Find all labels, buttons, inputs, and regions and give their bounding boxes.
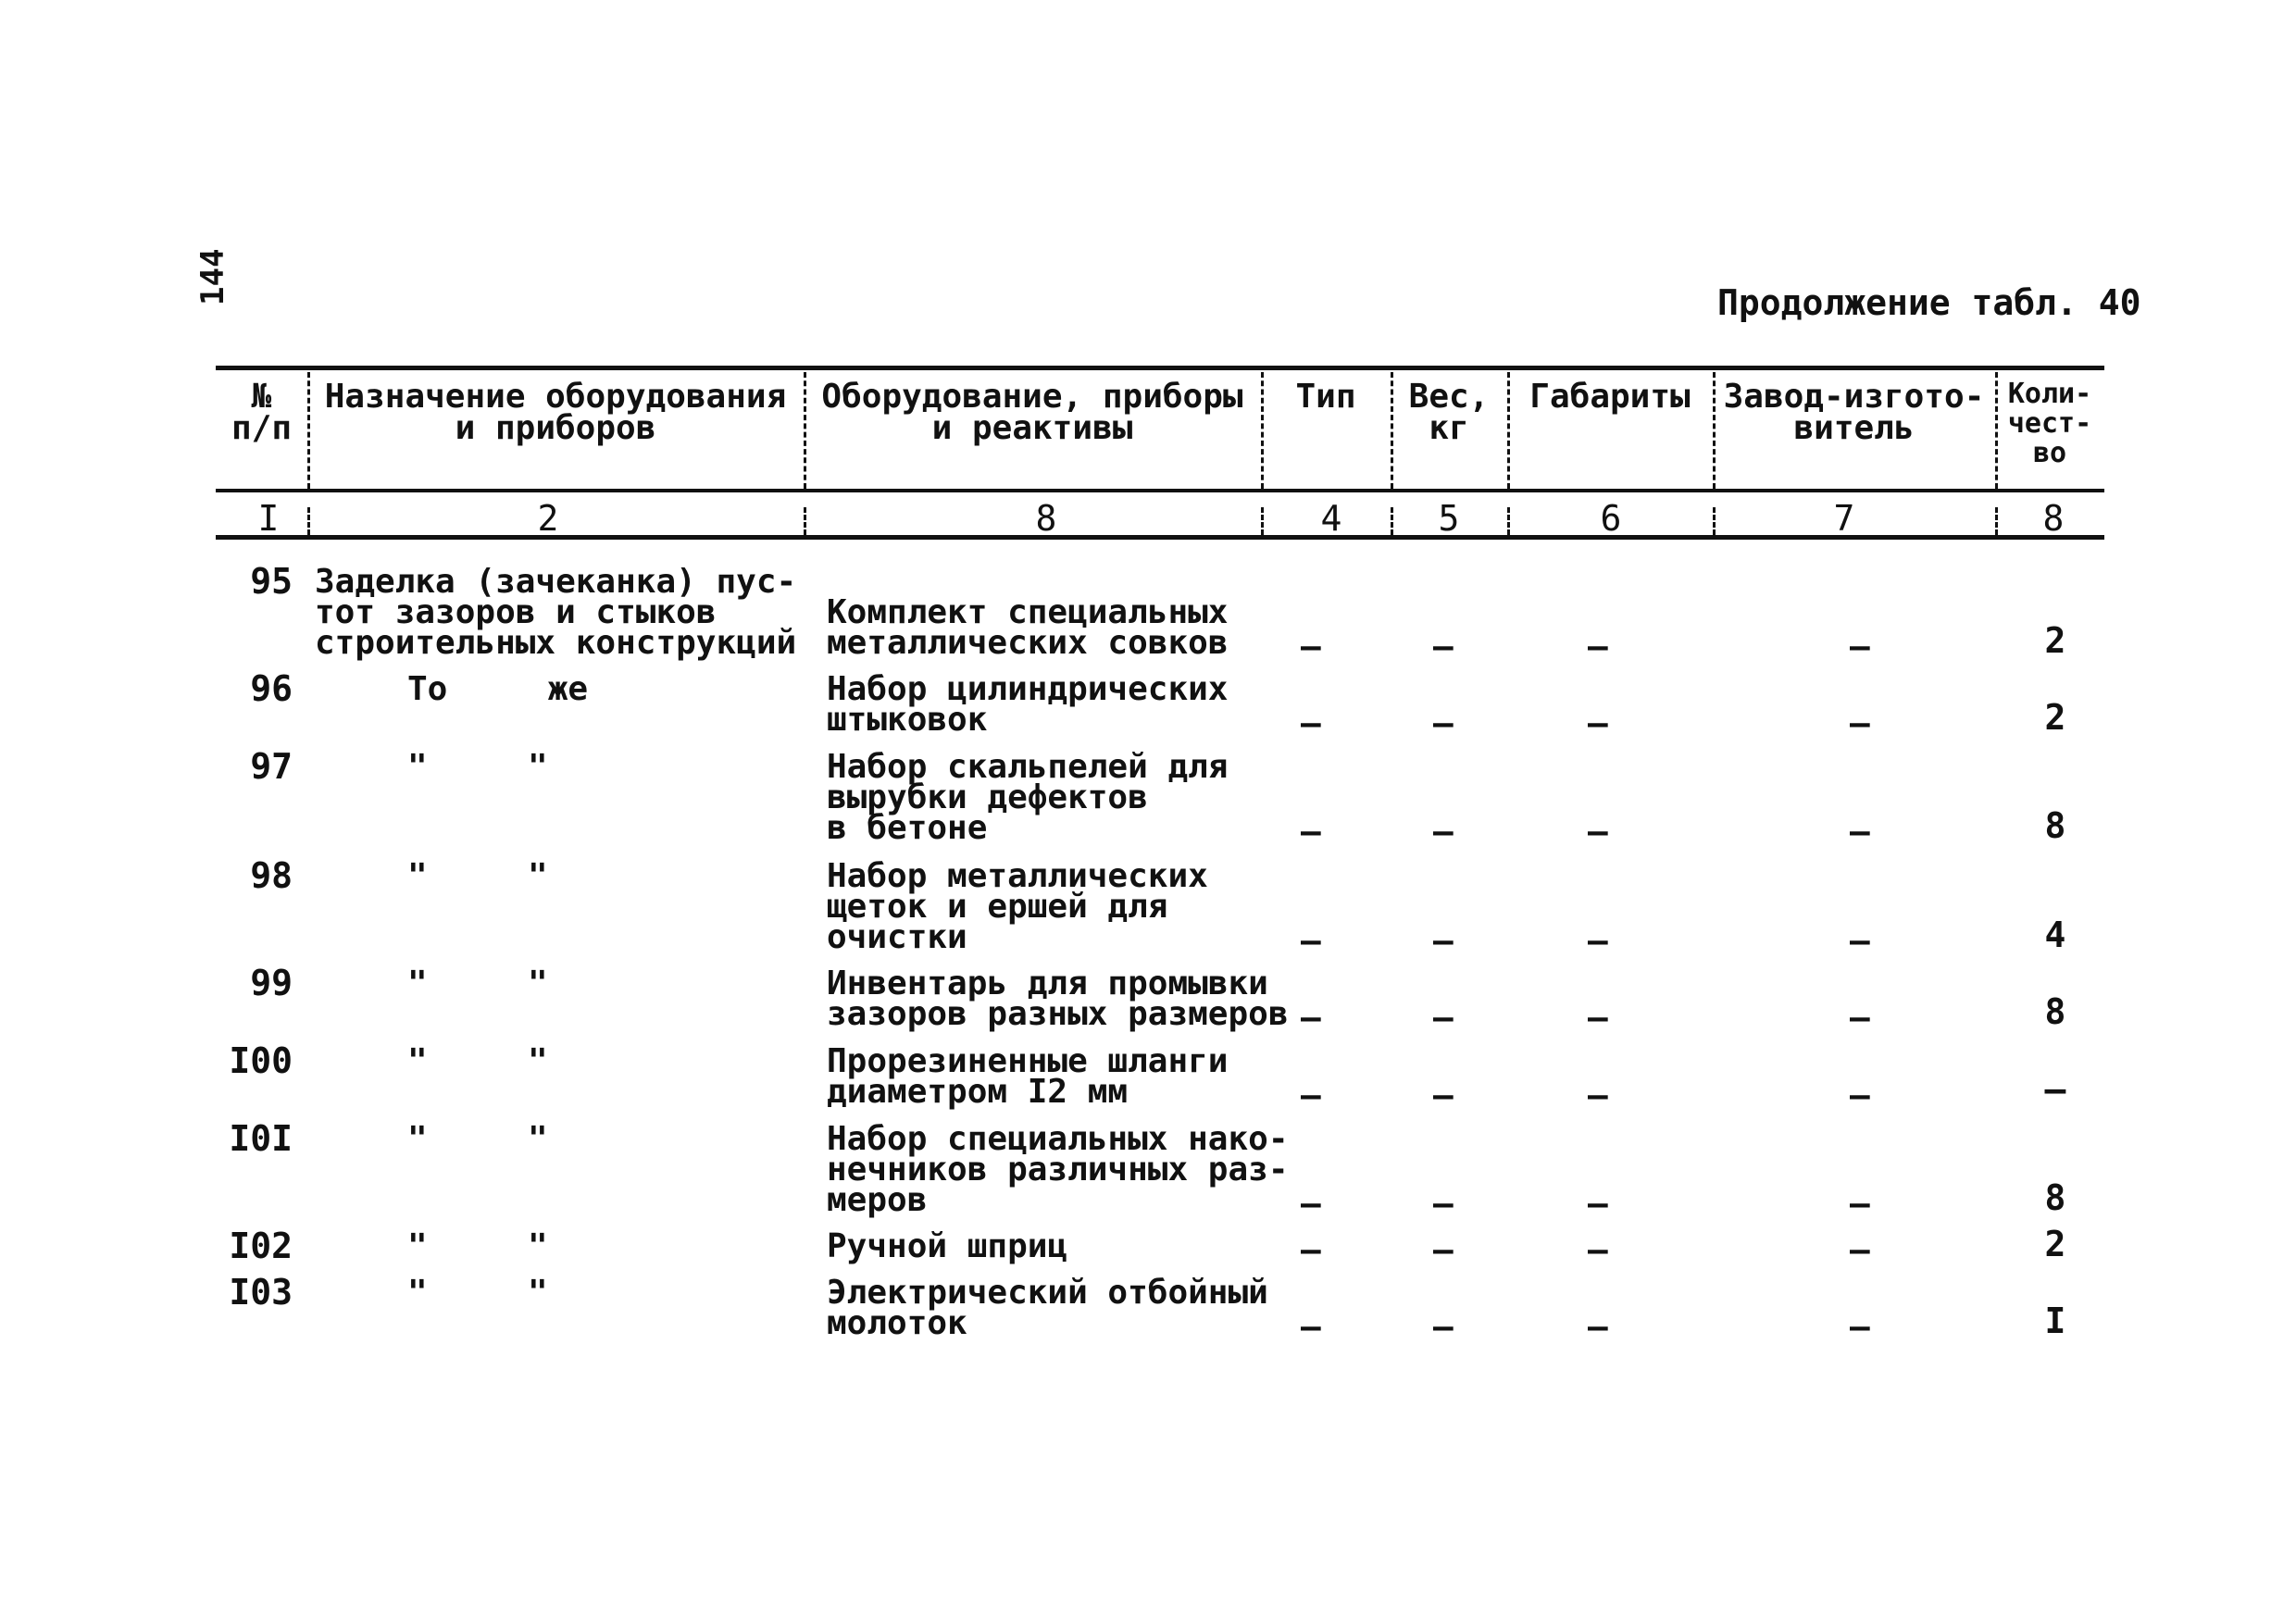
quantity-cell: 2 [2044, 620, 2066, 661]
quantity-cell: I [2044, 1301, 2066, 1341]
column-separator [1261, 507, 1264, 535]
weight-cell: – [1433, 999, 1454, 1037]
weight-cell: – [1433, 813, 1454, 851]
weight-cell: – [1433, 1077, 1454, 1114]
row-number: 98 [250, 855, 293, 896]
weight-cell: – [1433, 1231, 1454, 1269]
type-cell: – [1301, 1308, 1321, 1346]
row-number: I02 [229, 1226, 293, 1266]
purpose-cell: " " [407, 1042, 548, 1080]
column-separator [1507, 507, 1510, 535]
weight-cell: – [1433, 628, 1454, 666]
column-number: 8 [2042, 498, 2065, 539]
purpose-cell: " " [407, 1227, 548, 1265]
equipment-cell: Комплект специальных металлических совков [827, 593, 1229, 662]
row-number: I0I [229, 1118, 293, 1159]
header-bottom-rule [216, 489, 2104, 492]
weight-cell: – [1433, 1308, 1454, 1346]
purpose-cell: " " [407, 1120, 548, 1158]
row-number: 99 [250, 963, 293, 1003]
equipment-cell: Набор металлических щеток и ершей для очистки [827, 857, 1208, 956]
header-cell: Назначение оборудования и приборов [324, 378, 787, 447]
maker-cell: – [1850, 1077, 1870, 1114]
maker-cell: – [1850, 922, 1870, 960]
maker-cell: – [1850, 1308, 1870, 1346]
maker-cell: – [1850, 704, 1870, 742]
quantity-cell: – [2044, 1069, 2066, 1110]
purpose-cell: " " [407, 965, 548, 1002]
dims-cell: – [1588, 704, 1608, 742]
column-separator [1995, 507, 1998, 535]
quantity-cell: 8 [2044, 991, 2066, 1032]
quantity-cell: 8 [2044, 805, 2066, 846]
equipment-cell: Набор скальпелей для вырубки дефектов в бетоне [827, 748, 1229, 847]
header-cell: № п/п [231, 378, 293, 447]
column-number: 7 [1833, 498, 1855, 539]
table-top-rule [216, 366, 2104, 370]
dims-cell: – [1588, 1308, 1608, 1346]
row-number: 95 [250, 561, 293, 602]
column-number: 5 [1438, 498, 1460, 539]
column-separator [307, 507, 310, 535]
dims-cell: – [1588, 1185, 1608, 1223]
type-cell: – [1301, 1185, 1321, 1223]
header-cell: Завод-изгото- витель [1723, 378, 1985, 447]
row-number: 96 [250, 668, 293, 709]
header-cell: Оборудование, приборы и реактивы [821, 378, 1243, 447]
dims-cell: – [1588, 1231, 1608, 1269]
column-number: 2 [537, 498, 559, 539]
purpose-cell: " " [407, 748, 548, 786]
maker-cell: – [1850, 1231, 1870, 1269]
type-cell: – [1301, 628, 1321, 666]
maker-cell: – [1850, 628, 1870, 666]
row-number: 97 [250, 746, 293, 787]
maker-cell: – [1850, 1185, 1870, 1223]
equipment-cell: Прорезиненные шланги диаметром I2 мм [827, 1042, 1229, 1111]
dims-cell: – [1588, 628, 1608, 666]
header-cell: Коли- чест- во [2007, 378, 2092, 469]
row-number: I03 [229, 1272, 293, 1313]
equipment-cell: Набор специальных нако- нечников различных раз- меров [827, 1120, 1289, 1219]
row-number: I00 [229, 1040, 293, 1081]
column-separator [1713, 507, 1716, 535]
column-number: I [257, 498, 280, 539]
table-caption: Продолжение табл. 40 [1717, 282, 2141, 323]
page-number: 144 [194, 248, 231, 305]
weight-cell: – [1433, 1185, 1454, 1223]
column-separator [1391, 507, 1393, 535]
weight-cell: – [1433, 922, 1454, 960]
dims-cell: – [1588, 813, 1608, 851]
column-number: 8 [1035, 498, 1057, 539]
type-cell: – [1301, 813, 1321, 851]
type-cell: – [1301, 1231, 1321, 1269]
column-number: 4 [1320, 498, 1342, 539]
dims-cell: – [1588, 1077, 1608, 1114]
header-cell: Тип [1295, 378, 1356, 416]
purpose-cell: " " [407, 857, 548, 895]
purpose-cell: Заделка (зачеканка) пус- тот зазоров и стыков строительных конструкций [315, 563, 797, 662]
quantity-cell: 8 [2044, 1177, 2066, 1218]
purpose-cell: " " [407, 1274, 548, 1312]
type-cell: – [1301, 1077, 1321, 1114]
weight-cell: – [1433, 704, 1454, 742]
maker-cell: – [1850, 813, 1870, 851]
equipment-cell: Ручной шприц [827, 1227, 1068, 1265]
quantity-cell: 2 [2044, 697, 2066, 738]
type-cell: – [1301, 922, 1321, 960]
type-cell: – [1301, 704, 1321, 742]
quantity-cell: 2 [2044, 1224, 2066, 1264]
header-cell: Габариты [1529, 378, 1691, 416]
quantity-cell: 4 [2044, 915, 2066, 955]
header-cell: Вес, кг [1408, 378, 1490, 447]
type-cell: – [1301, 999, 1321, 1037]
equipment-cell: Электрический отбойный молоток [827, 1274, 1268, 1342]
equipment-cell: Инвентарь для промывки зазоров разных размеров [827, 965, 1289, 1033]
column-number: 6 [1600, 498, 1622, 539]
equipment-cell: Набор цилиндрических штыковок [827, 670, 1229, 739]
dims-cell: – [1588, 999, 1608, 1037]
purpose-cell: То же [407, 670, 589, 708]
maker-cell: – [1850, 999, 1870, 1037]
column-separator [804, 507, 806, 535]
dims-cell: – [1588, 922, 1608, 960]
